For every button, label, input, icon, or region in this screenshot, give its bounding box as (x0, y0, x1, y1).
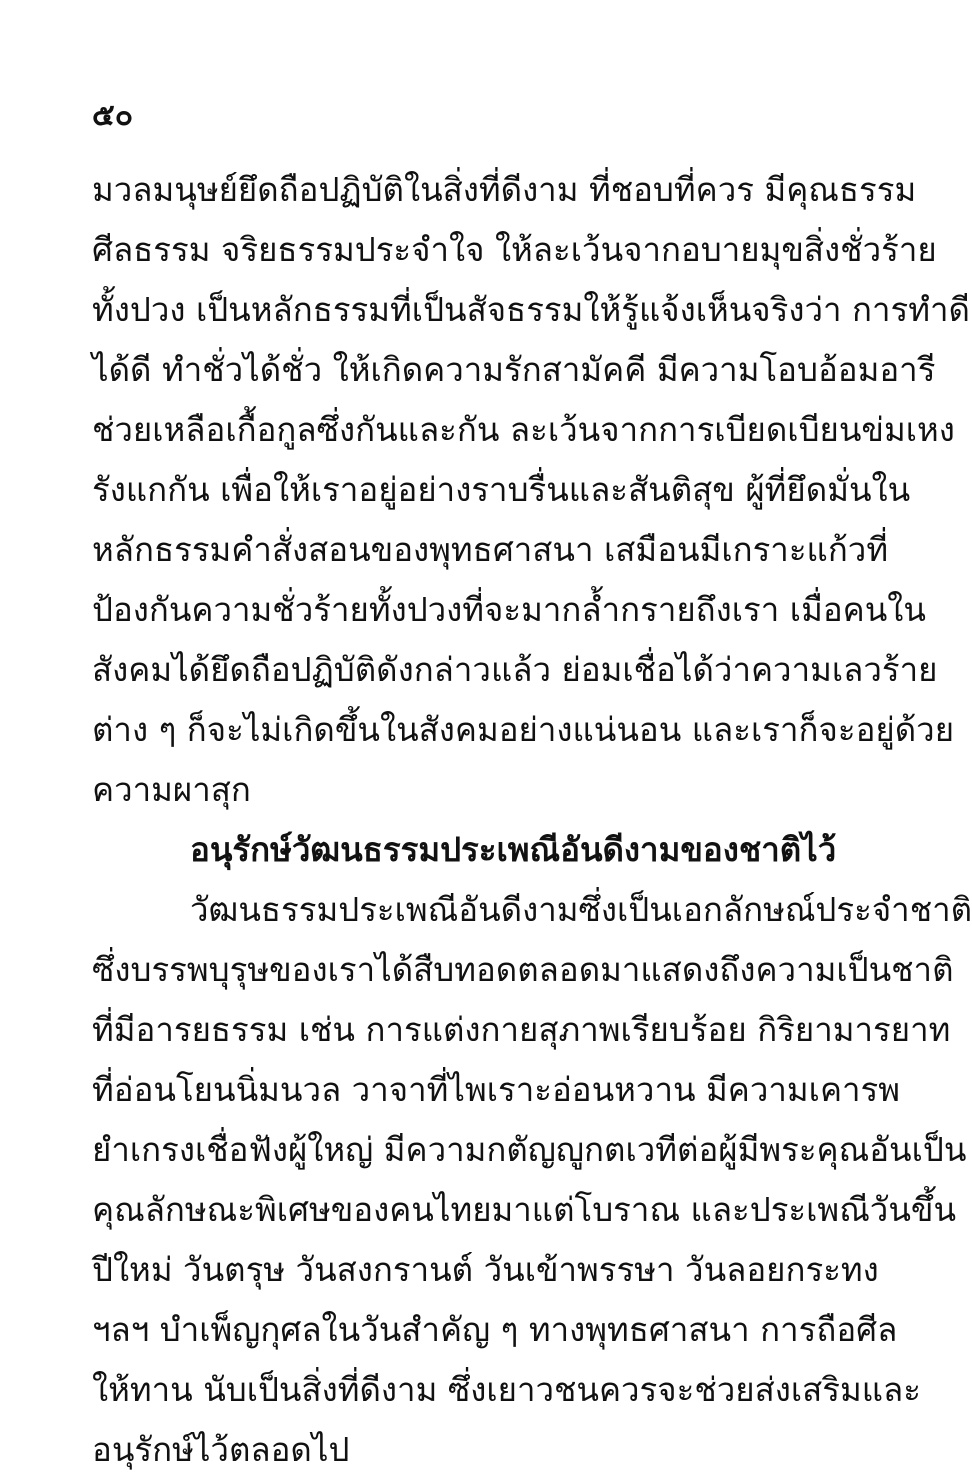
paragraph-2-line-6: คุณลักษณะพิเศษของคนไทยมาแต่โบราณ และประเพณีวันขึ้น (92, 1190, 957, 1229)
paragraph-2-line-2: ซึ่งบรรพบุรุษของเราได้สืบทอดตลอดมาแสดงถึงความเป็นชาติ (92, 950, 954, 989)
paragraph-2-line-9: ให้ทาน นับเป็นสิ่งที่ดีงาม ซึ่งเยาวชนควรจะช่วยส่งเสริมและ (92, 1370, 921, 1409)
paragraph-1-line-4: ได้ดี ทำชั่วได้ชั่ว ให้เกิดความรักสามัคคี มีความโอบอ้อมอารี (92, 350, 936, 389)
paragraph-1-line-10: ต่าง ๆ ก็จะไม่เกิดขึ้นในสังคมอย่างแน่นอน และเราก็จะอยู่ด้วย (92, 710, 955, 749)
paragraph-1-line-5: ช่วยเหลือเกื้อกูลซึ่งกันและกัน ละเว้นจากการเบียดเบียนข่มเหง (92, 410, 955, 449)
paragraph-1 (92, 160, 970, 820)
paragraph-1-line-3: ทั้งปวง เป็นหลักธรรมที่เป็นสัจธรรมให้รู้แจ้งเห็นจริงว่า การทำดี (92, 290, 970, 329)
paragraph-1-line-8: ป้องกันความชั่วร้ายทั้งปวงที่จะมากล้ำกรายถึงเรา เมื่อคนใน (92, 590, 926, 629)
paragraph-1-line-1: มวลมนุษย์ยึดถือปฏิบัติในสิ่งที่ดีงาม ที่ชอบที่ควร มีคุณธรรม (92, 170, 917, 209)
paragraph-2-line-3: ที่มีอารยธรรม เช่น การแต่งกายสุภาพเรียบร้อย กิริยามารยาท (92, 1010, 951, 1049)
paragraph-2-line-7: ปีใหม่ วันตรุษ วันสงกรานต์ วันเข้าพรรษา วันลอยกระทง (92, 1250, 879, 1289)
paragraph-2 (92, 880, 972, 1480)
paragraph-1-line-6: รังแกกัน เพื่อให้เราอยู่อย่างราบรื่นและสันติสุข ผู้ที่ยึดมั่นใน (92, 470, 911, 509)
body-text (92, 160, 972, 1480)
section-heading: อนุรักษ์วัฒนธรรมประเพณีอันดีงามของชาติไว้ (190, 830, 837, 869)
paragraph-1-line-9: สังคมได้ยึดถือปฏิบัติดังกล่าวแล้ว ย่อมเชื่อได้ว่าความเลวร้าย (92, 650, 938, 689)
paragraph-1-line-11: ความผาสุก (92, 770, 251, 809)
paragraph-2-line-5: ยำเกรงเชื่อฟังผู้ใหญ่ มีความกตัญญูกตเวทีต่อผู้มีพระคุณอันเป็น (92, 1130, 967, 1169)
paragraph-2-line-10: อนุรักษ์ไว้ตลอดไป (92, 1430, 350, 1469)
paragraph-2-line-1: วัฒนธรรมประเพณีอันดีงามซึ่งเป็นเอกลักษณ์ประจำชาติ (190, 890, 972, 929)
page-number: ๕๐ (92, 98, 134, 133)
paragraph-1-line-7: หลักธรรมคำสั่งสอนของพุทธศาสนา เสมือนมีเกราะแก้วที่ (92, 530, 889, 569)
paragraph-2-line-8: ฯลฯ บำเพ็ญกุศลในวันสำคัญ ๆ ทางพุทธศาสนา การถือศีล (92, 1310, 898, 1349)
paragraph-1-line-2: ศีลธรรม จริยธรรมประจำใจ ให้ละเว้นจากอบายมุขสิ่งชั่วร้าย (92, 230, 937, 269)
paragraph-2-line-4: ที่อ่อนโยนนิ่มนวล วาจาที่ไพเราะอ่อนหวาน มีความเคารพ (92, 1070, 901, 1109)
